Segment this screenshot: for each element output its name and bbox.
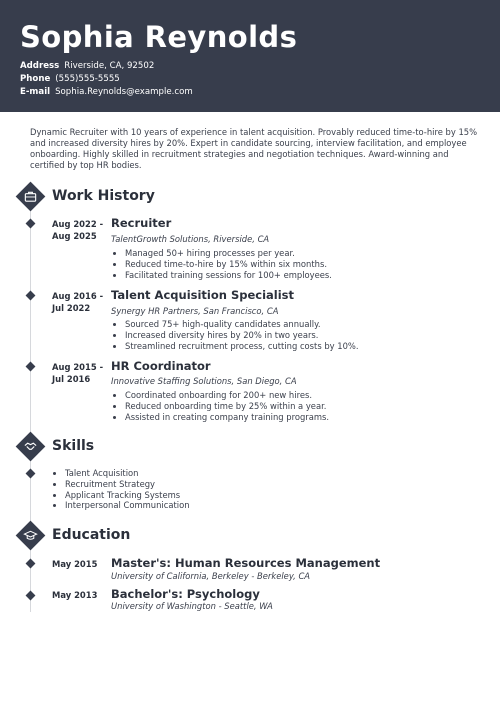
date-end: Aug 2025: [52, 231, 97, 241]
date-start: Aug 2016 -: [52, 291, 104, 301]
duty-item: • Facilitated training sessions for 100+ employees.: [125, 270, 332, 281]
job-title: Recruiter: [111, 216, 172, 230]
job-dates: [52, 361, 103, 385]
professional-summary: Dynamic Recruiter with 10 years of experience in talent acquisition. Provably reduced time-to-hire by 15% and increased diversity hires by 20%. Expert in candidate sourcing, interview facilitation, and employee onboarding. Highly skilled in recruitment strategies and negotiation techniques. Award-winning and certified by top HR bodies.: [30, 127, 478, 170]
skill-item: • Talent Acquisition: [65, 468, 190, 479]
duty-item: • Reduced onboarding time by 25% within a year.: [125, 401, 329, 412]
contact-value: (555)555-5555: [55, 74, 120, 84]
degree-title: Bachelor's: Psychology: [111, 587, 260, 601]
duty-item: • Coordinated onboarding for 200+ new hires.: [125, 390, 329, 401]
date-end: Jul 2022: [52, 303, 91, 313]
job-company: TalentGrowth Solutions, Riverside, CA: [111, 234, 270, 244]
duty-item: • Managed 50+ hiring processes per year.: [125, 248, 332, 259]
contact-phone: [20, 74, 120, 84]
contact-value[interactable]: Sophia.Reynolds@example.com: [55, 87, 193, 97]
school-name: University of California, Berkeley - Berkeley, CA: [111, 571, 311, 581]
contact-label: E-mail: [20, 87, 51, 97]
contact-label: Address: [20, 61, 60, 71]
job-title: Talent Acquisition Specialist: [111, 288, 295, 302]
job-title: HR Coordinator: [111, 359, 211, 373]
contact-label: Phone: [20, 74, 51, 84]
handshake-icon: [16, 432, 46, 462]
skill-item: • Interpersonal Communication: [65, 500, 190, 511]
skill-item: • Applicant Tracking Systems: [65, 490, 190, 501]
contact-address: [20, 61, 154, 71]
contact-value: Riverside, CA, 92502: [64, 61, 155, 71]
timeline-marker: [26, 559, 36, 569]
job-company: Innovative Staffing Solutions, San Diego, CA: [111, 376, 297, 386]
timeline-marker: [26, 469, 36, 479]
job-dates: [52, 218, 103, 242]
timeline-marker: [26, 291, 36, 301]
job-dates: [52, 290, 103, 314]
job-company: Synergy HR Partners, San Francisco, CA: [111, 306, 279, 316]
date-start: Aug 2022 -: [52, 219, 104, 229]
section-title-work-history: Work History: [52, 188, 155, 204]
school-name: University of Washington - Seattle, WA: [111, 601, 273, 611]
job-duties: [111, 319, 359, 351]
contact-email: [20, 87, 193, 97]
job-duties: [111, 248, 332, 280]
date-end: Jul 2016: [52, 374, 91, 384]
education-date: May 2013: [52, 590, 98, 600]
timeline-marker: [26, 219, 36, 229]
duty-item: • Sourced 75+ high-quality candidates annually.: [125, 319, 359, 330]
resume-header: [0, 0, 500, 112]
skills-list: [52, 468, 190, 511]
duty-item: • Reduced time-to-hire by 15% within six months.: [125, 259, 332, 270]
job-duties: [111, 390, 329, 422]
candidate-name: Sophia Reynolds: [20, 20, 298, 54]
timeline-marker: [26, 591, 36, 601]
graduation-cap-icon: [16, 521, 46, 551]
education-date: May 2015: [52, 559, 98, 569]
duty-item: • Assisted in creating company training programs.: [125, 412, 329, 423]
degree-title: Master's: Human Resources Management: [111, 556, 381, 570]
duty-item: • Streamlined recruitment process, cutting costs by 10%.: [125, 341, 359, 352]
duty-item: • Increased diversity hires by 20% in two years.: [125, 330, 359, 341]
date-start: Aug 2015 -: [52, 362, 104, 372]
briefcase-icon: [16, 182, 46, 212]
section-title-skills: Skills: [52, 438, 95, 454]
section-title-education: Education: [52, 527, 131, 543]
timeline-marker: [26, 362, 36, 372]
skill-item: • Recruitment Strategy: [65, 479, 190, 490]
